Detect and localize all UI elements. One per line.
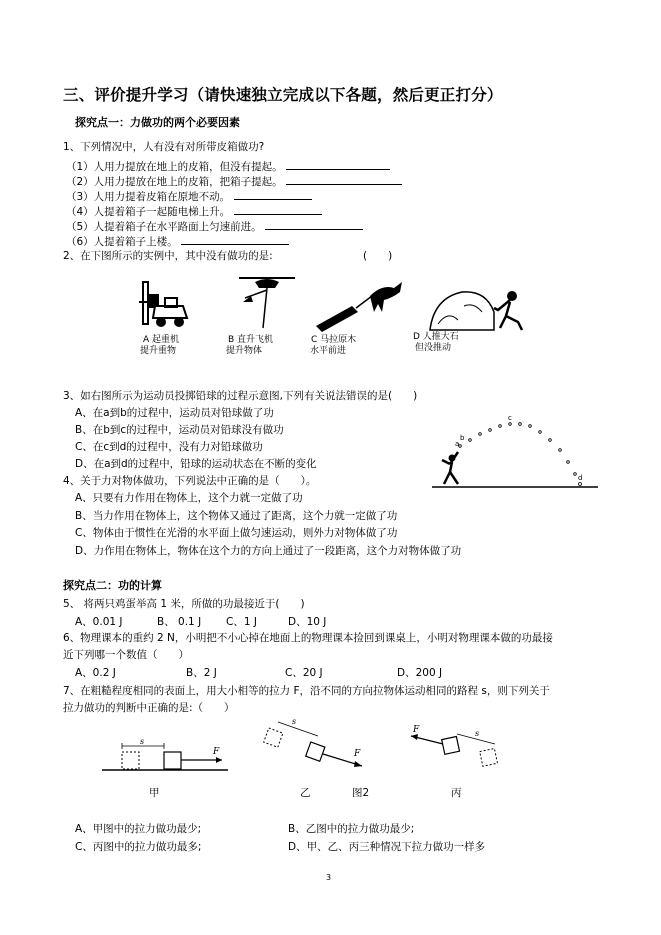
crane-illustration bbox=[135, 272, 195, 334]
q1-item-4: （4）人提着箱子一起随电梯上升。 bbox=[66, 204, 322, 218]
section-title: 三、评价提升学习（请快速独立完成以下各题，然后更正打分） bbox=[63, 86, 503, 104]
q6-option-b[interactable]: B、2 J bbox=[186, 667, 217, 679]
part2-title: 探究点二：功的计算 bbox=[63, 579, 162, 592]
q5-option-c[interactable]: C、1 J bbox=[226, 616, 257, 628]
q6-option-d[interactable]: D、200 J bbox=[397, 667, 443, 679]
q1-item-3: （3）人用力提着皮箱在原地不动。 bbox=[66, 189, 312, 203]
q7-option-a[interactable]: A、甲图中的拉力做功最少; bbox=[75, 823, 202, 835]
q2-caption-d-line1: D 人推大石 bbox=[413, 332, 459, 342]
answer-blank[interactable] bbox=[286, 174, 402, 185]
q6-stem-line2: 近下列哪一个数值（ ） bbox=[63, 649, 189, 661]
q3-option-d[interactable]: D、在a到d的过程中，铅球的运动状态在不断的变化 bbox=[75, 458, 317, 470]
trajectory-label-a: a bbox=[455, 440, 460, 448]
q3-stem: 3、如右图所示为运动员投掷铅球的过程示意图,下列有关说法错误的是( ) bbox=[63, 390, 418, 402]
trajectory-label-c: c bbox=[508, 414, 512, 422]
q3-option-b[interactable]: B、在b到c的过程中，运动员对铅球没有做功 bbox=[75, 424, 284, 436]
q1-item-1: （1）人用力提放在地上的皮箱，但没有提起。 bbox=[66, 159, 390, 173]
q4-option-b[interactable]: B、当力作用在物体上，这个物体又通过了距离，这个力就一定做了功 bbox=[75, 510, 398, 522]
jia-distance-label: s bbox=[140, 738, 145, 746]
q1-stem: 1、下列情况中，人有没有对所带皮箱做功? bbox=[63, 141, 265, 153]
figure-bing bbox=[403, 722, 513, 777]
bing-force-label: F bbox=[413, 725, 420, 735]
q6-stem-line1: 6、物理课本的重约 2 N，小明把不小心掉在地面上的物理课本捡回到课桌上，小明对物理课本做的功最接 bbox=[63, 632, 553, 644]
q1-item-5: （5）人提着箱子在水平路面上匀速前进。 bbox=[66, 219, 363, 233]
figure-label-yi: 乙 bbox=[300, 787, 311, 799]
q4-option-c[interactable]: C、物体由于惯性在光滑的水平面上做匀速运动，则外力对物体做了功 bbox=[75, 527, 398, 539]
bing-distance-label: s bbox=[475, 729, 480, 738]
q5-stem: 5、 将两只鸡蛋举高 1 米，所做的功最接近于( ) bbox=[63, 598, 305, 610]
q6-option-a[interactable]: A、0.2 J bbox=[75, 667, 116, 679]
yi-force-label: F bbox=[354, 749, 361, 759]
q2-caption-b-line1: B 直升飞机 bbox=[228, 335, 274, 345]
q5-option-d[interactable]: D、10 J bbox=[288, 616, 327, 628]
figure-caption: 图2 bbox=[352, 787, 370, 799]
q2-answer-paren[interactable]: ( ) bbox=[363, 250, 393, 262]
q3-option-a[interactable]: A、在a到b的过程中，运动员对铅球做了功 bbox=[75, 407, 274, 419]
helicopter-illustration bbox=[233, 272, 303, 334]
jia-force-label: F bbox=[213, 747, 220, 757]
q7-option-b[interactable]: B、乙图中的拉力做功最少; bbox=[288, 823, 415, 835]
trajectory-label-d: d bbox=[578, 474, 583, 482]
q4-option-a[interactable]: A、只要有力作用在物体上，这个力就一定做了功 bbox=[75, 492, 303, 504]
horse-log-illustration bbox=[312, 278, 407, 333]
q7-stem-line1: 7、在粗糙程度相同的表面上，用大小相等的拉力 F，沿不同的方向拉物体运动相同的路程 s，则下列关于 bbox=[63, 685, 550, 697]
q2-caption-d-line2: 但没推动 bbox=[415, 343, 452, 353]
q1-item-2: （2）人用力提放在地上的皮箱，把箱子提起。 bbox=[66, 174, 402, 188]
answer-blank[interactable] bbox=[265, 219, 363, 230]
boulder-push-illustration bbox=[428, 282, 528, 334]
q2-caption-c-line1: C 马拉原木 bbox=[311, 335, 357, 345]
q1-item-6: （6）人提着箱子上楼。 bbox=[66, 234, 289, 248]
trajectory-label-b: b bbox=[460, 434, 465, 442]
figure-label-jia: 甲 bbox=[149, 787, 160, 799]
figure-yi bbox=[262, 718, 372, 770]
q4-option-d[interactable]: D、力作用在物体上，物体在这个力的方向上通过了一段距离，这个力对物体做了功 bbox=[75, 545, 462, 557]
q7-option-c[interactable]: C、丙图中的拉力做功最多; bbox=[75, 841, 202, 853]
q6-option-c[interactable]: C、20 J bbox=[285, 667, 323, 679]
q3-option-c[interactable]: C、在c到d的过程中，没有力对铅球做功 bbox=[75, 441, 263, 453]
figure-jia bbox=[100, 738, 230, 778]
part1-title: 探究点一：力做功的两个必要因素 bbox=[75, 116, 240, 129]
shot-put-trajectory-figure bbox=[430, 412, 600, 494]
q7-option-d[interactable]: D、甲、乙、丙三种情况下拉力做功一样多 bbox=[288, 841, 486, 853]
q2-caption-a-line2: 提升重物 bbox=[140, 346, 177, 356]
yi-distance-label: s bbox=[292, 718, 297, 726]
answer-blank[interactable] bbox=[234, 204, 322, 215]
q5-option-a[interactable]: A、0.01 J bbox=[75, 616, 123, 628]
answer-blank[interactable] bbox=[181, 234, 289, 245]
q2-stem: 2、在下图所示的实例中，其中没有做功的是: bbox=[63, 250, 273, 262]
q2-caption-b-line2: 提升物体 bbox=[226, 346, 263, 356]
q4-stem: 4、关于力对物体做功，下列说法中正确的是（ ）。 bbox=[63, 475, 317, 487]
page-number: 3 bbox=[326, 873, 332, 882]
q7-stem-line2: 拉力做功的判断中正确的是:（ ） bbox=[63, 702, 235, 714]
figure-label-bing: 丙 bbox=[451, 787, 462, 799]
q2-caption-a-line1: A 起重机 bbox=[143, 335, 180, 345]
q2-caption-c-line2: 水平前进 bbox=[310, 346, 347, 356]
answer-blank[interactable] bbox=[234, 189, 312, 200]
answer-blank[interactable] bbox=[286, 159, 390, 170]
q5-option-b[interactable]: B、 0.1 J bbox=[157, 616, 202, 628]
